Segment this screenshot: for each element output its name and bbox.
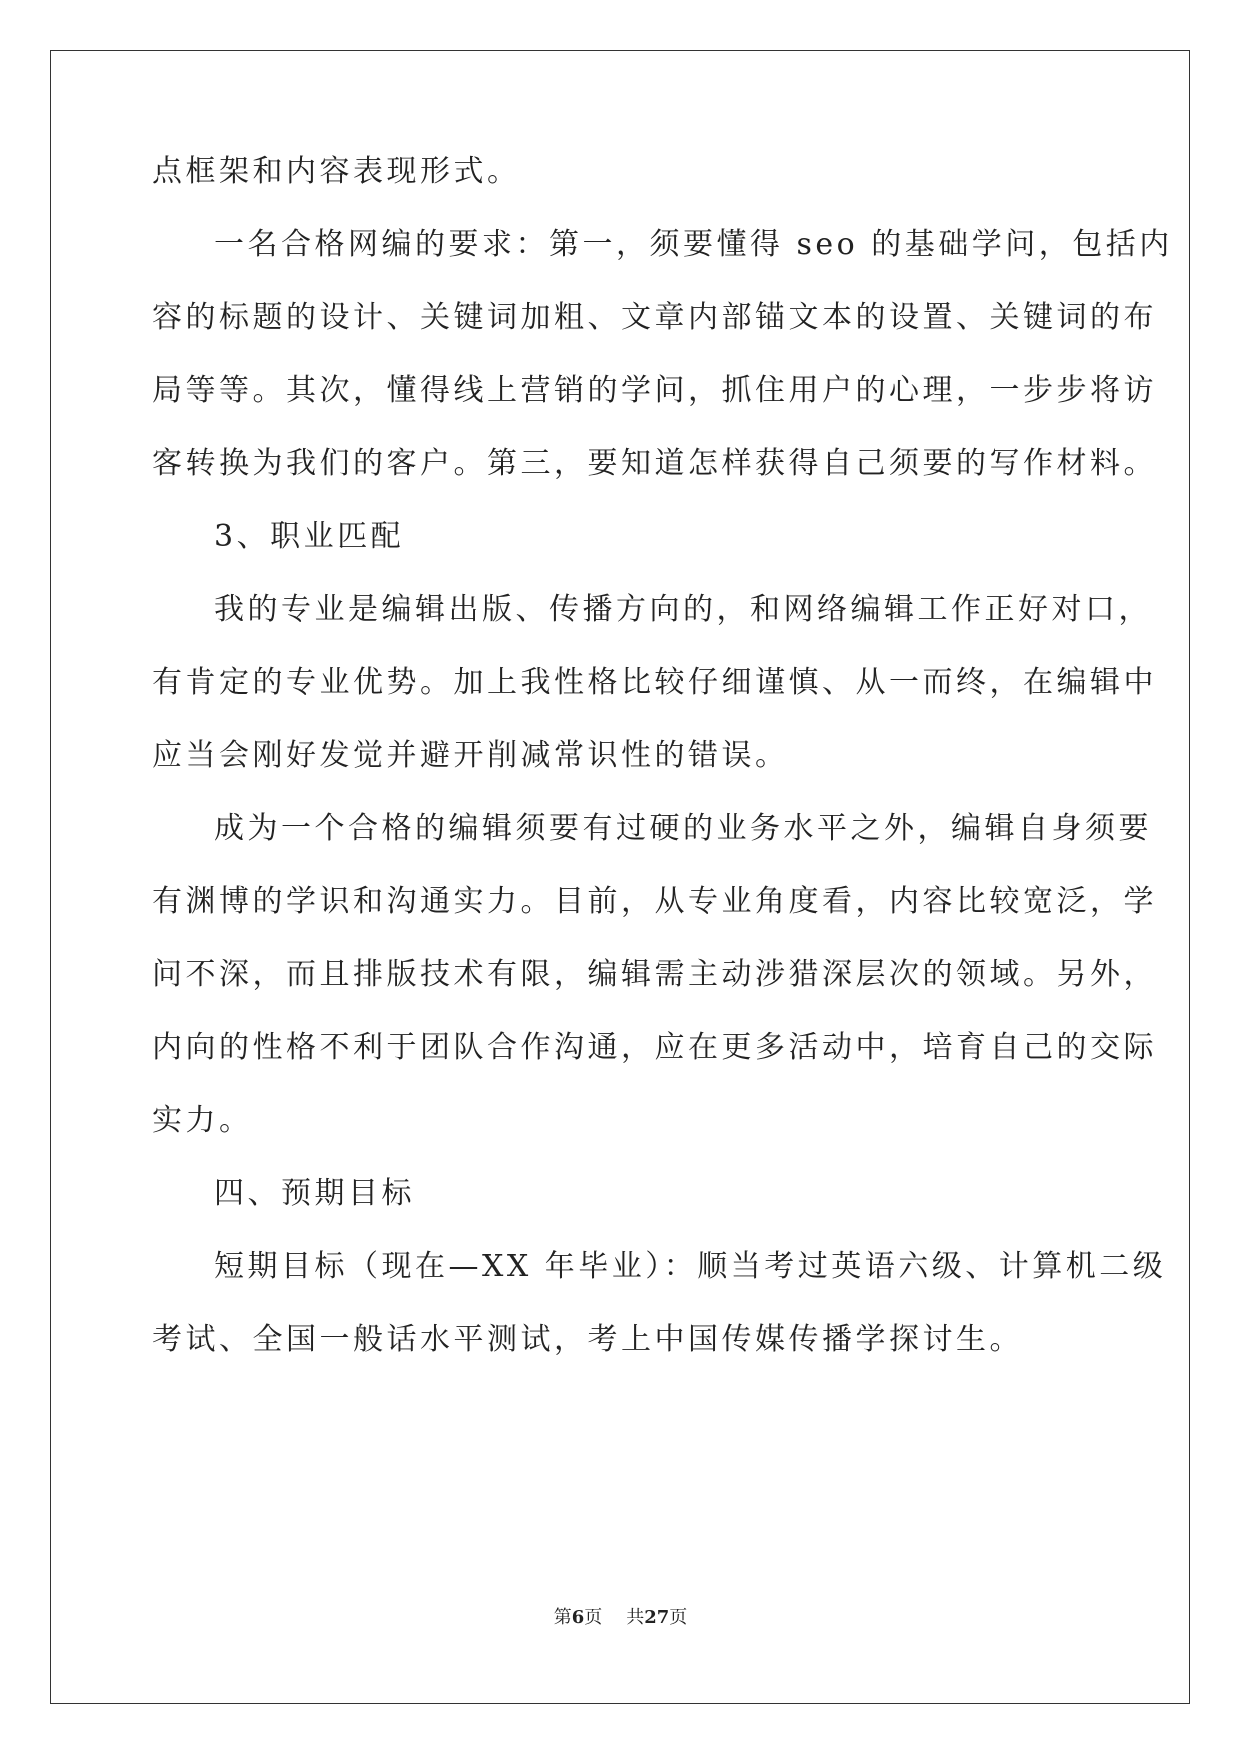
text-line: 内向的性格不利于团队合作沟通，应在更多活动中，培育自己的交际 — [152, 1030, 1157, 1065]
text-line: 问不深，而且排版技术有限，编辑需主动涉猎深层次的领域。另外， — [152, 957, 1157, 992]
text-line: 短期目标（现在—XX 年毕业）：顺当考过英语六级、计算机二级 — [214, 1249, 1167, 1284]
text-line: 点框架和内容表现形式。 — [152, 154, 521, 189]
text-line: 容的标题的设计、关键词加粗、文章内部锚文本的设置、关键词的布 — [152, 300, 1157, 335]
text-line: 一名合格网编的要求：第一，须要懂得 seo 的基础学问，包括内 — [214, 227, 1173, 262]
page-number: 6 — [571, 1607, 585, 1628]
page-footer — [0, 1605, 1241, 1631]
text-line: 我的专业是编辑出版、传播方向的，和网络编辑工作正好对口， — [214, 592, 1152, 627]
total-pages: 27 — [644, 1607, 670, 1628]
text-line: 考试、全国一般话水平测试，考上中国传媒传播学探讨生。 — [152, 1322, 1023, 1357]
text-line: 有肯定的专业优势。加上我性格比较仔细谨慎、从一而终，在编辑中 — [152, 665, 1157, 700]
text-line: 客转换为我们的客户。第三，要知道怎样获得自己须要的写作材料。 — [152, 446, 1157, 481]
text-line: 成为一个合格的编辑须要有过硬的业务水平之外，编辑自身须要 — [214, 811, 1152, 846]
text-line: 应当会刚好发觉并避开削减常识性的错误。 — [152, 738, 789, 773]
section-heading: 四、预期目标 — [214, 1176, 415, 1211]
total-prefix: 共 — [626, 1607, 645, 1628]
total-suffix: 页 — [669, 1607, 688, 1628]
page-prefix: 第 — [553, 1607, 572, 1628]
section-heading: 3、职业匹配 — [214, 519, 405, 554]
text-line: 实力。 — [152, 1103, 253, 1138]
text-line: 有渊博的学识和沟通实力。目前，从专业角度看，内容比较宽泛，学 — [152, 884, 1157, 919]
page-suffix: 页 — [584, 1607, 603, 1628]
text-line: 局等等。其次，懂得线上营销的学问，抓住用户的心理，一步步将访 — [152, 373, 1157, 408]
